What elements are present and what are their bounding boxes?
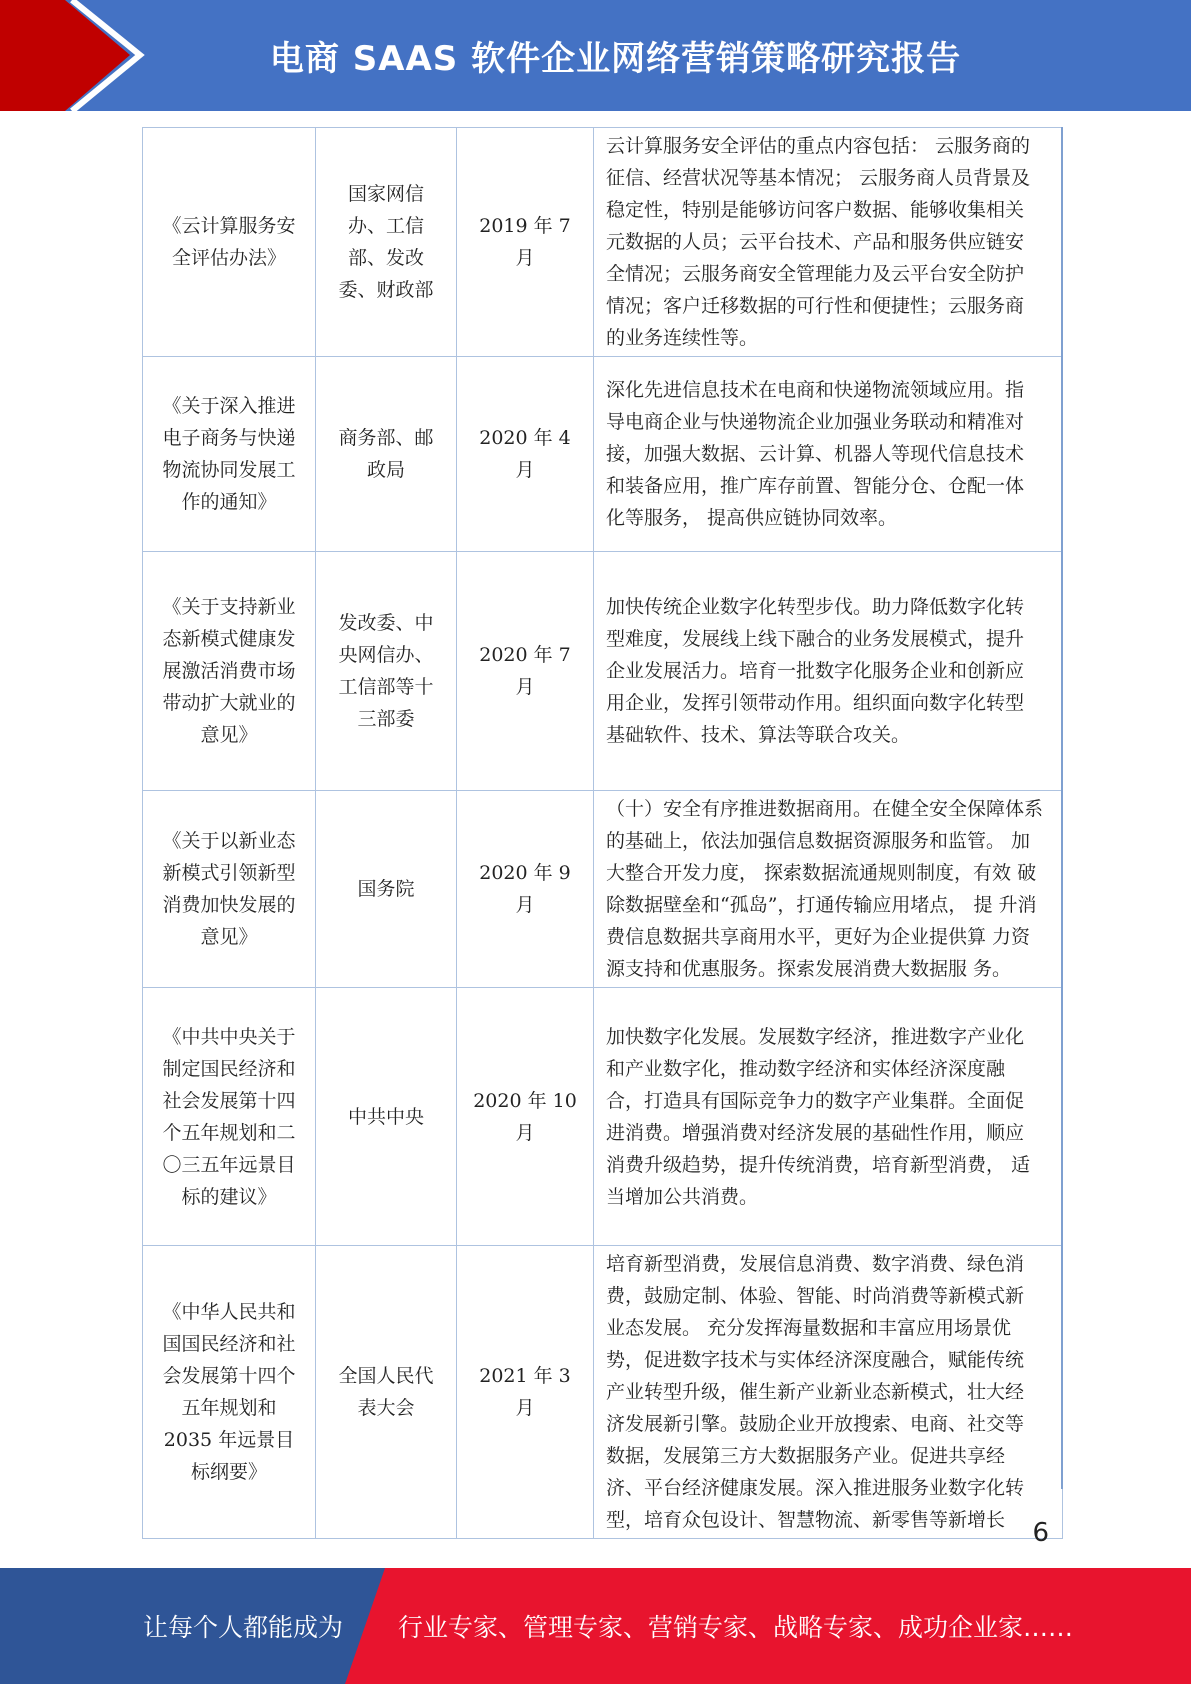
page-number: 6 [1032,1518,1049,1548]
header-arrow-decoration [0,0,150,111]
table-row [143,1246,1063,1539]
issuer-cell: 中共中央 [316,988,457,1246]
content-cell: 培育新型消费，发展信息消费、数字消费、绿色消 费，鼓励定制、体验、智能、时尚消费等新模式新 业态发展。 充分发挥海量数据和丰富应用场景优 势，促进数字技术与实体经济深度融合，赋能传统 产业转型升级，催生新产业新业态新模式，壮大经 济发展新引擎。鼓励企业开放搜索、电商、社交等 数据，发展第三方大数据服务产业。促进共享经 济、平台经济健康发展。深入推进服务业数字化转 型，培育众包设计、智慧物流、新零售等新增长 [594,1246,1063,1539]
content-cell: （十）安全有序推进数据商用。在健全安全保障体系的基础上，依法加强信息数据资源服务和监管。 加大整合开发力度， 探索数据流通规则制度，有效 破除数据壁垒和“孤岛”，打通传输应用堵点， 提 升消费信息数据共享商用水平，更好为企业提供算 力资源支持和优惠服务。探索发展消费大数据服 务。 [594,791,1063,988]
table-row [143,791,1063,988]
policy-name-cell: 《关于支持新业态新模式健康发展激活消费市场带动扩大就业的意见》 [143,552,316,791]
issuer-cell: 国家网信办、工信部、发改委、财政部 [316,128,457,357]
policy-table-container [142,127,1063,1539]
document-title: 电商 SAAS 软件企业网络营销策略研究报告 [269,39,962,79]
date-cell: 2020 年 7 月 [457,552,594,791]
table-right-rule [1061,127,1063,1489]
content-cell: 加快传统企业数字化转型步伐。助力降低数字化转 型难度，发展线上线下融合的业务发展模式，提升 企业发展活力。培育一批数字化服务企业和创新应 用企业，发挥引领带动作用。组织面向数字化转型 基础软件、技术、算法等联合攻关。 [594,552,1063,791]
date-cell: 2019 年 7 月 [457,128,594,357]
date-cell: 2021 年 3 月 [457,1246,594,1539]
issuer-cell: 发改委、中央网信办、工信部等十三部委 [316,552,457,791]
date-cell: 2020 年 10 月 [457,988,594,1246]
policy-name-cell: 《关于深入推进电子商务与快递物流协同发展工作的通知》 [143,357,316,552]
page-footer [0,1568,1191,1684]
issuer-cell: 商务部、邮政局 [316,357,457,552]
policy-name-cell: 《关于以新业态新模式引领新型消费加快发展的意见》 [143,791,316,988]
table-row [143,988,1063,1246]
table-row [143,552,1063,791]
footer-slogan-left: 让每个人都能成为 [143,1613,344,1642]
page-header [0,0,1191,111]
date-cell: 2020 年 4 月 [457,357,594,552]
footer-slogan-right: 行业专家、管理专家、营销专家、战略专家、成功企业家…… [398,1613,1074,1642]
issuer-cell: 全国人民代表大会 [316,1246,457,1539]
policy-name-cell: 《中共中央关于制定国民经济和社会发展第十四个五年规划和二〇三五年远景目标的建议》 [143,988,316,1246]
policy-name-cell: 《云计算服务安全评估办法》 [143,128,316,357]
content-cell: 云计算服务安全评估的重点内容包括： 云服务商的 征信、经营状况等基本情况； 云服务商人员背景及 稳定性，特别是能够访问客户数据、能够收集相关 元数据的人员；云平台技术、产品和服务供应链安 全情况；云服务商安全管理能力及云平台安全防护 情况；客户迁移数据的可行性和便捷性；云服务商 的业务连续性等。 [594,128,1063,357]
table-row [143,128,1063,357]
policy-table [142,127,1063,1539]
table-row [143,357,1063,552]
content-cell: 加快数字化发展。发展数字经济，推进数字产业化 和产业数字化，推动数字经济和实体经济深度融 合，打造具有国际竞争力的数字产业集群。全面促 进消费。增强消费对经济发展的基础性作用，顺应 消费升级趋势，提升传统消费，培育新型消费， 适 当增加公共消费。 [594,988,1063,1246]
policy-name-cell: 《中华人民共和国国民经济和社会发展第十四个五年规划和 2035 年远景目标纲要》 [143,1246,316,1539]
issuer-cell: 国务院 [316,791,457,988]
date-cell: 2020 年 9 月 [457,791,594,988]
content-cell: 深化先进信息技术在电商和快递物流领域应用。指 导电商企业与快递物流企业加强业务联动和精准对 接，加强大数据、云计算、机器人等现代信息技术 和装备应用，推广库存前置、智能分仓、仓配一体 化等服务， 提高供应链协同效率。 [594,357,1063,552]
